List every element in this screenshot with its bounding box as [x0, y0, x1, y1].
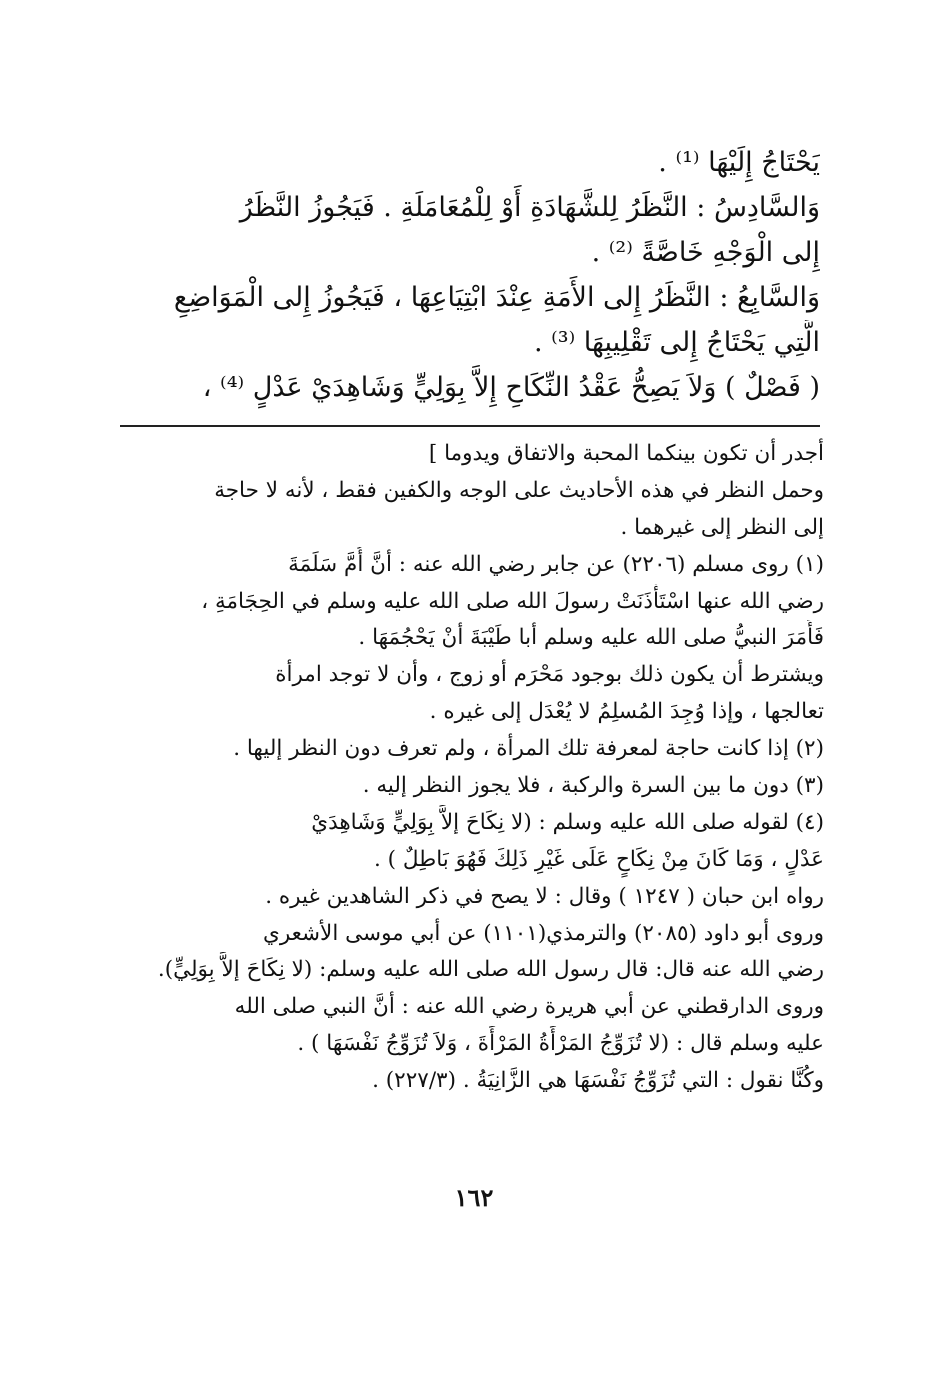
footnote-line: (٤) لقوله صلى الله عليه وسلم : (لا نِكَاحَ إلاَّ بِوَلِيٍّ وَشَاهِدَيْ	[311, 809, 824, 835]
footnote-line: (١) روى مسلم (٢٢٠٦) عن جابر رضي الله عنه : أنَّ أُمَّ سَلَمَةَ	[288, 551, 824, 577]
footnote-line: وكُنَّا نقول : التي تُزَوِّجُ نَفْسَهَا هي الزَّانِيَةُ . (٢٢٧/٣) .	[372, 1068, 824, 1094]
footnote-line: وروى أبو داود (٢٠٨٥) والترمذي(١١٠١) عن أبي موسى الأشعري	[262, 920, 824, 946]
main-text-line: ( فَصْلٌ ) وَلاَ يَصِحُّ عَقْدُ النِّكَاحِ إِلاَّ بِوَلِيٍّ وَشَاهِدَيْ عَدْلٍ ⁽⁴⁾ ،	[202, 372, 820, 403]
footnotes-block	[118, 436, 824, 1100]
footnote-line: (٢) إذا كانت حاجة لمعرفة تلك المرأة ، ولم تعرف دون النظر إليها .	[233, 736, 824, 762]
footnote-line: فَأَمَرَ النبيُّ صلى الله عليه وسلم أبا طَيْبَةَ أنْ يَحْجُمَهَا .	[358, 625, 824, 651]
footnote-line: رضي الله عنها اسْتَأْذَنَتْ رسولَ الله صلى الله عليه وسلم في الحِجَامَةِ ،	[201, 588, 824, 614]
footnote-line: رضي الله عنه قال: قال رسول الله صلى الله عليه وسلم: (لا نِكَاحَ إلاَّ بِوَلِيٍّ).	[157, 957, 824, 983]
main-text-line: وَالسَّادِسُ : النَّظَرُ لِلشَّهَادَةِ أَوْ لِلْمُعَامَلَةِ . فَيَجُوزُ النَّظَرُ	[239, 192, 820, 223]
main-text-line: الَّتِي يَحْتَاجُ إِلى تَقْلِيبِهَا ⁽³⁾ .	[533, 327, 820, 358]
footnote-line: (٣) دون ما بين السرة والركبة ، فلا يجوز النظر إليه .	[362, 773, 824, 799]
footnote-line: وروى الدارقطني عن أبي هريرة رضي الله عنه : أنَّ النبي صلى الله	[234, 994, 824, 1020]
main-text-line: يَحْتَاجُ إِلَيْهَا ⁽¹⁾ .	[658, 147, 820, 178]
page-number: ١٦٢	[454, 1183, 494, 1212]
footnote-line: عليه وسلم قال : (لا تُزَوِّجُ المَرْأَةُ المَرْأَةَ ، وَلاَ تُزَوِّجُ نَفْسَهَا ) .	[297, 1031, 824, 1057]
footnote-line: رواه ابن حبان ( ١٢٤٧ ) وقال : لا يصح في ذكر الشاهدين غيره .	[265, 883, 824, 909]
footnote-line: أجدر أن تكون بينكما المحبة والاتفاق ويدوما ]	[428, 441, 824, 466]
footnote-line: ويشترط أن يكون ذلك بوجود مَحْرَم أو زوج ، وأن لا توجد امرأة	[275, 662, 824, 688]
main-text-line: وَالسَّابِعُ : النَّظَرُ إِلى الأَمَةِ عِنْدَ ابْتِيَاعِهَا ، فَيَجُوزُ إِلى الْمَوَاضِعِ	[173, 282, 820, 313]
footnote-divider	[120, 425, 820, 427]
footnote-line: إلى النظر إلى غيرهما .	[620, 514, 824, 540]
main-text-block	[110, 140, 820, 410]
footnote-line: عَدْلٍ ، وَمَا كَانَ مِنْ نِكَاحٍ عَلَى غَيْرِ ذَلِكَ فَهُوَ بَاطِلٌ ) .	[373, 846, 824, 872]
footnote-line: وحمل النظر في هذه الأحاديث على الوجه والكفين فقط ، لأنه لا حاجة	[214, 477, 824, 503]
footnote-line: تعالجها ، وإذا وُجِدَ المُسلِمُ لا يُعْدَل إلى غيره .	[429, 699, 824, 725]
main-text-line: إِلى الْوَجْهِ خَاصَّةً ⁽²⁾ .	[591, 237, 820, 268]
